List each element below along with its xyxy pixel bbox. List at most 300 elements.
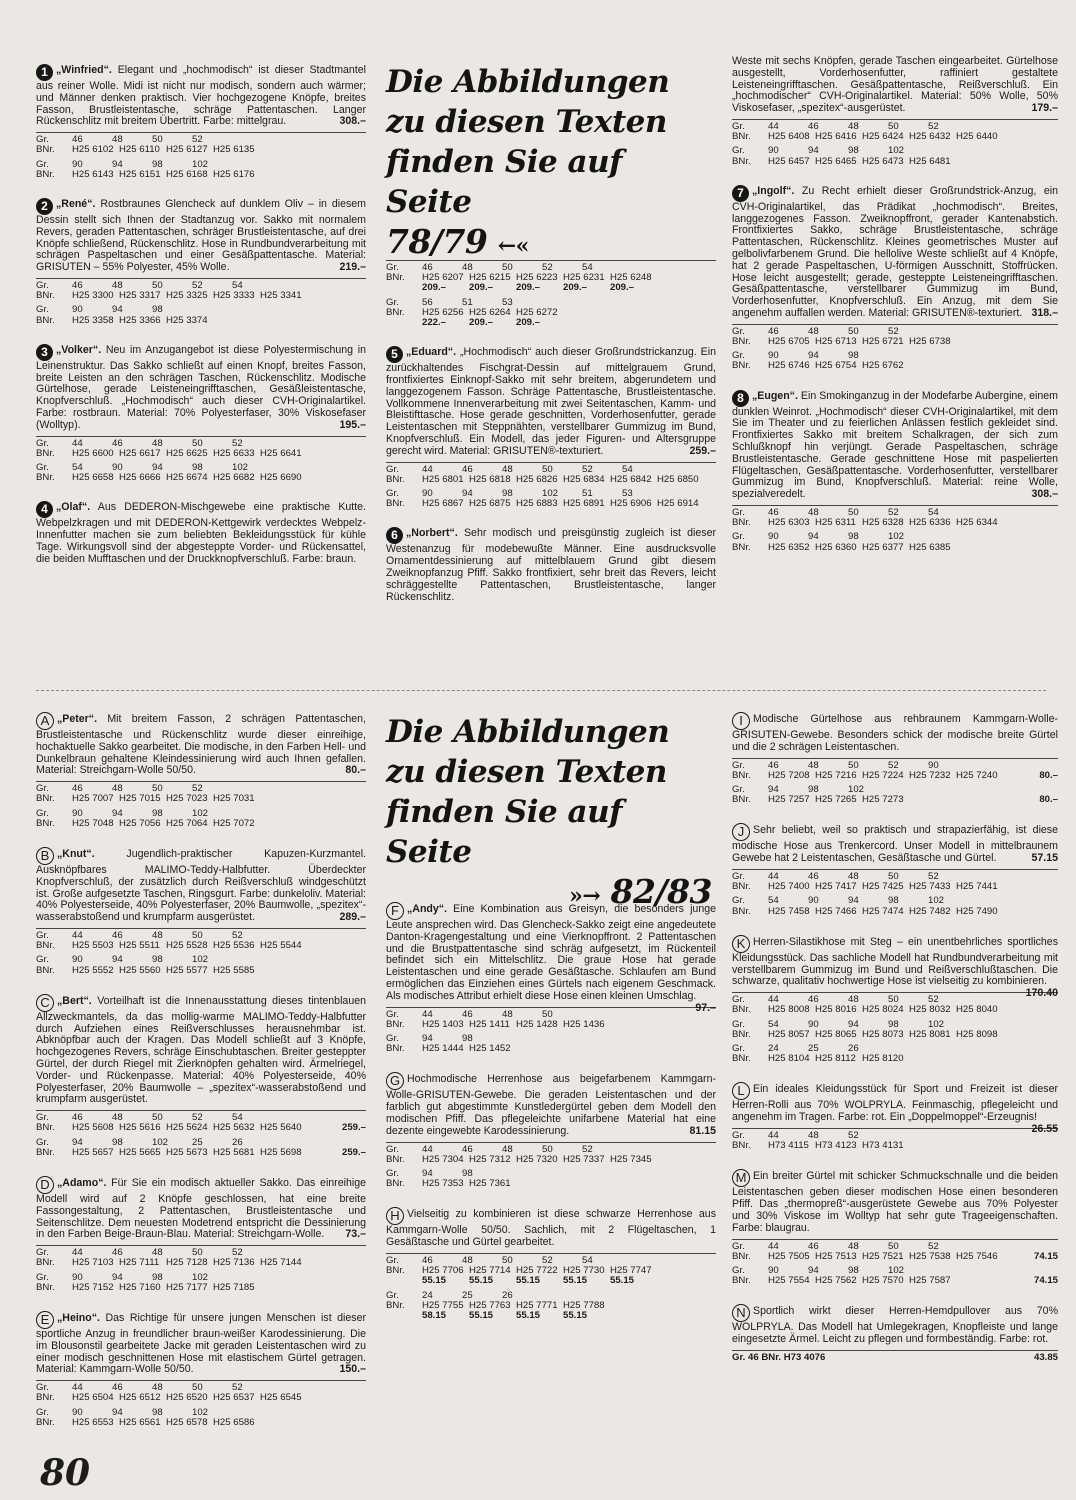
order-label: BNr. [732, 517, 751, 529]
size-row [36, 931, 366, 951]
item-price: 259.– [689, 444, 716, 457]
size-value: 52 [232, 1247, 243, 1259]
order-label: BNr. [36, 472, 55, 484]
order-label: BNr. [732, 335, 751, 347]
size-value: 44 [768, 871, 779, 882]
size-label: Gr. [36, 279, 49, 291]
order-line [732, 543, 1058, 553]
item-price: 179.– [1031, 102, 1058, 115]
size-value: 98 [152, 1271, 163, 1283]
spacer [36, 1297, 366, 1311]
item-price: 289.– [339, 911, 366, 924]
row-price: 55.15 [469, 1310, 494, 1321]
size-value: 94 [422, 1167, 433, 1179]
order-number: H25 5673 [166, 1146, 208, 1158]
size-value: 52 [888, 759, 899, 771]
order-number: H25 6352 [768, 541, 810, 553]
order-line [386, 499, 716, 509]
order-number: H25 6600 [72, 447, 114, 459]
size-value: 94 [112, 807, 123, 819]
item-text: Jugendlich-praktischer Kapuzen-Kurzmantel. Ausknöpfbares MALIMO-Teddy-Halbfutter. Überdeckter Knopfverschluß, der zusätzlich durch Reißverschluß windgeschützt ist. Große aufgesetzte Taschen, Ringsgurt. Farbe: dunkeloliv. Material: 40% Polyesterseide, 40% Polyesterfaser, 20% Baumwolle, „spezitex“-wasserabstoßend und krumpfarm ausgerüstet. [36, 848, 366, 924]
item-badge: E [36, 1311, 54, 1329]
order-number: H25 6578 [166, 1416, 208, 1428]
item-description [732, 712, 1058, 754]
order-number: H25 6801 [422, 473, 464, 485]
size-label: Gr. [36, 1136, 49, 1148]
order-number: H25 7072 [213, 817, 255, 829]
size-value: 48 [502, 1143, 513, 1155]
order-number: H25 6537 [213, 1392, 255, 1404]
item-text: Sportlich wirkt dieser Herren-Hemdpullover aus 70% WOLPRYLA. Das Modell hat Umlegekragen, Knopfleiste und lange eingesetzte Ärmel. Leicht zu pflegen und formbeständig. Farbe: rot. [732, 1305, 1058, 1346]
size-label: Gr. [36, 1271, 49, 1283]
headline-bottom-line2: zu diesen Texten [386, 754, 667, 790]
size-value: 98 [152, 304, 163, 316]
order-number: H25 8040 [956, 1004, 998, 1016]
spacer [386, 513, 716, 527]
item-badge: A [36, 712, 54, 730]
size-value: 46 [768, 759, 779, 771]
order-line [386, 1179, 716, 1189]
size-value: 46 [462, 1008, 473, 1020]
order-label: BNr. [732, 360, 751, 372]
size-value: 102 [232, 461, 249, 473]
size-value: 51 [462, 296, 473, 308]
order-number: H25 6303 [768, 517, 810, 529]
item-badge: K [732, 935, 750, 953]
price-line [386, 1311, 716, 1321]
order-line [36, 291, 366, 301]
size-value: 98 [152, 807, 163, 819]
order-number: H25 1452 [469, 1043, 511, 1055]
item-description [732, 823, 1058, 865]
size-value: 94 [152, 461, 163, 473]
spacer [36, 330, 366, 344]
order-number: H25 8065 [815, 1028, 857, 1040]
order-label: BNr. [732, 881, 751, 893]
size-value: 94 [462, 488, 473, 499]
order-line [36, 473, 366, 483]
headline-top-line2: zu diesen Texten [386, 104, 667, 140]
order-number: H25 7466 [815, 905, 857, 917]
row-price: 55.15 [516, 1310, 541, 1321]
order-number: H25 7136 [213, 1257, 255, 1269]
size-label: Gr. [732, 895, 745, 907]
order-number: H25 7056 [119, 817, 161, 829]
size-value: 90 [72, 807, 83, 819]
order-number: H25 7546 [956, 1250, 998, 1262]
order-number: H25 8032 [909, 1004, 951, 1016]
order-number: H25 8112 [815, 1053, 856, 1065]
size-row [36, 784, 366, 804]
order-number: H25 7007 [72, 793, 114, 805]
order-number: H25 8081 [909, 1028, 951, 1040]
order-line [36, 449, 366, 459]
size-row [386, 1256, 716, 1287]
item-price: 80.– [345, 764, 366, 777]
size-value: 48 [152, 1382, 163, 1394]
list-item [386, 260, 716, 328]
order-line [36, 794, 366, 804]
item-price: 170.40 [1025, 987, 1058, 1000]
order-number: H25 6666 [119, 472, 161, 484]
order-line [36, 145, 366, 155]
size-label: Gr. [732, 1240, 745, 1252]
size-value: 50 [502, 262, 513, 273]
size-value: 52 [928, 120, 939, 132]
size-label: Gr. [36, 807, 49, 819]
size-table [386, 1253, 716, 1321]
size-value: 48 [808, 325, 819, 337]
size-row [732, 327, 1058, 347]
list-item [36, 994, 366, 1158]
size-value: 50 [848, 506, 859, 518]
order-number: H25 6481 [909, 155, 951, 167]
order-label: BNr. [36, 1257, 55, 1269]
size-label: Gr. [36, 134, 49, 146]
item-price: 57.15 [1031, 852, 1058, 865]
order-number: H25 6746 [768, 360, 810, 372]
order-number: H25 6754 [815, 360, 857, 372]
price-label [386, 1311, 422, 1321]
row-price: 209.– [469, 282, 494, 294]
order-number: H25 7570 [862, 1275, 904, 1287]
size-label: Gr. [732, 531, 745, 543]
size-row [732, 351, 1058, 371]
order-number: H25 1436 [563, 1018, 605, 1030]
order-number: H25 5632 [213, 1122, 255, 1134]
list-item [732, 712, 1058, 805]
order-number: H25 7337 [563, 1153, 605, 1165]
size-value: 48 [502, 1008, 513, 1020]
order-label: BNr. [732, 1275, 751, 1287]
size-value: 26 [848, 1043, 859, 1055]
headline-bottom-line1: Die Abbildungen [386, 714, 670, 750]
headline-top-line3: finden Sie auf Seite [386, 144, 623, 220]
row-price: 259.– [341, 1146, 366, 1158]
size-value: 102 [928, 895, 945, 907]
order-line [732, 361, 1058, 371]
order-number: H25 6721 [862, 335, 904, 347]
size-row [732, 1353, 1058, 1363]
size-table [36, 928, 366, 976]
size-value: 46 [72, 134, 83, 146]
size-value: 52 [232, 1382, 243, 1394]
order-number: H25 6545 [260, 1392, 302, 1404]
order-number: H25 7562 [815, 1275, 857, 1287]
size-row [36, 1113, 366, 1133]
size-value: 48 [808, 506, 819, 518]
order-number: H25 8073 [862, 1028, 904, 1040]
size-value: 54 [928, 506, 939, 518]
order-number: H25 3317 [119, 290, 161, 302]
item-description [36, 1176, 366, 1241]
order-number: H25 7304 [422, 1153, 464, 1165]
item-name: „Winfried“. [56, 64, 112, 76]
item-text: Elegant und „hochmodisch“ ist dieser Stadtmantel aus reiner Wolle. Midi ist nicht nur modisch, sondern auch wärmer; und Männer denken praktisch. Vier hochgezogene Knöpfe, breites Fasson, Brustleistentasche, schräge Pattentaschen. Langer Rückenschlitz mit breitem Übertritt. Farbe: mittelgrau. [36, 64, 366, 128]
size-value: 24 [768, 1043, 779, 1055]
size-value: 52 [192, 279, 203, 291]
list-item [732, 185, 1058, 372]
size-value: 90 [72, 954, 83, 966]
order-number: H25 7425 [862, 881, 904, 893]
size-label: Gr. [732, 871, 745, 882]
size-value: 54 [582, 262, 593, 273]
size-value: 90 [72, 1406, 83, 1418]
size-row [36, 160, 366, 180]
size-value: 48 [848, 1240, 859, 1252]
order-number: H25 6914 [657, 498, 699, 510]
order-number: H25 7064 [166, 817, 208, 829]
size-row [386, 298, 716, 329]
item-name: „Olaf“. [56, 501, 91, 514]
order-number: H25 7361 [469, 1178, 511, 1190]
item-badge: D [36, 1176, 54, 1194]
order-number: H25 6424 [862, 131, 904, 143]
order-number: H25 7185 [213, 1281, 255, 1293]
item-badge: B [36, 847, 54, 865]
item-text: Mit breitem Fasson, 2 schrägen Pattentaschen, Brustleistentasche und Rückenschlitz wurde dieser einreihige, hochaktuelle Sakko gearbeitet. Die modische, in den Farben Hell- und Dunkelbraun gehaltene Kleindessinierung wird auch Ihnen gefallen. Material: Streichgarn-Wolle 50/50. [36, 713, 366, 777]
order-number: H25 7152 [72, 1281, 114, 1293]
order-line [732, 907, 1058, 917]
size-row [36, 1248, 366, 1268]
size-table [386, 1007, 716, 1055]
order-label: BNr. [36, 168, 55, 180]
item-name: „Heino“. [57, 1311, 100, 1324]
size-value: 50 [192, 1382, 203, 1394]
size-value: 46 [112, 929, 123, 941]
order-number: H25 6875 [469, 498, 511, 510]
order-number: H25 6223 [516, 272, 558, 284]
order-number: H25 6682 [213, 472, 255, 484]
size-value: 48 [152, 1247, 163, 1259]
size-value: 48 [848, 120, 859, 132]
headline-top-pages: 78/79 [386, 222, 488, 261]
headline-bottom [386, 712, 716, 916]
order-number: H25 7144 [260, 1257, 302, 1269]
item-text: Neu im Anzugangebot ist diese Polyestermischung in Leinenstruktur. Das Sakko schließt auf einen Knopf, breites Fasson, breite Leisten an den schrägen Taschen, Rückenschlitz. Modische Gürtelhose, gerade Leisteneingrifftaschen, Gesäßleistentasche, Knopfverschluß. „Hochmodisch“ auch dieser CVH-Originalartikel. Farbe: rostbraun. Material: 70% Polyesterfaser, 30% Viskosefaser (Wolltyp). [36, 343, 366, 431]
order-number: H25 6135 [213, 144, 255, 156]
size-value: 98 [502, 488, 513, 499]
size-table [732, 758, 1058, 806]
order-number: H25 6215 [469, 272, 511, 284]
size-value: 50 [888, 120, 899, 132]
size-value: 90 [768, 1265, 779, 1277]
size-value: 48 [112, 1112, 123, 1124]
size-value: 44 [768, 120, 779, 132]
list-item [36, 712, 366, 829]
item-price: 318.– [1031, 306, 1058, 319]
list-item [386, 1207, 716, 1321]
size-row [36, 1138, 366, 1158]
size-label: Gr. [36, 158, 49, 170]
size-value: 98 [462, 1167, 473, 1179]
size-label: Gr. [386, 1254, 399, 1266]
item-price: 81.15 [689, 1124, 716, 1137]
order-number: H25 1428 [516, 1018, 558, 1030]
size-label: Gr. [732, 506, 745, 518]
order-number: H25 7216 [815, 769, 857, 781]
list-item [732, 1082, 1058, 1151]
order-number: H25 6248 [610, 272, 652, 284]
size-value: 51 [582, 488, 593, 499]
order-number: H25 7763 [469, 1299, 511, 1311]
item-description [36, 501, 366, 565]
item-description [36, 1311, 366, 1376]
headline-top-line1: Die Abbildungen [386, 64, 670, 100]
size-row [732, 1266, 1058, 1286]
size-value: 52 [192, 134, 203, 146]
item-text: Sehr beliebt, weil so praktisch und strapazierfähig, ist diese modische Hose aus Trenkercord. Unser Modell in mittelbraunem Gewebe hat 2 Leistentaschen, Gesäßtasche und Gürtel. [732, 824, 1058, 865]
size-value: 102 [928, 1018, 945, 1030]
size-value: 52 [888, 506, 899, 518]
size-value: 52 [192, 1112, 203, 1124]
order-number: H25 6311 [815, 517, 856, 529]
size-value: 52 [848, 1130, 859, 1142]
row-price: 209.– [610, 282, 635, 294]
order-number: H25 6842 [610, 473, 652, 485]
top-column-3 [732, 56, 1058, 557]
order-number: H25 6883 [516, 498, 558, 510]
size-value: 102 [192, 954, 209, 966]
order-number: H25 6586 [213, 1416, 255, 1428]
order-line [36, 1283, 366, 1293]
size-value: 50 [542, 1008, 553, 1020]
order-number: H25 7111 [119, 1257, 160, 1269]
row-price: 222.– [422, 317, 447, 329]
size-label: Gr. [732, 759, 745, 771]
order-number: H25 6360 [815, 541, 857, 553]
size-value: 94 [112, 1406, 123, 1418]
bottom-column-1 [36, 712, 366, 1432]
order-label: BNr. [36, 964, 55, 976]
order-number: H25 5528 [166, 940, 208, 952]
size-value: 54 [622, 463, 633, 475]
size-value: 90 [808, 1018, 819, 1030]
order-label: BNr. [732, 769, 751, 781]
size-value: 94 [768, 784, 779, 795]
size-value: 46 [768, 506, 779, 518]
list-item [732, 1169, 1058, 1286]
size-label: Gr. [386, 1032, 399, 1044]
size-value: 98 [152, 1406, 163, 1418]
size-row [36, 439, 366, 459]
size-value: 46 [422, 1254, 433, 1266]
size-value: 48 [462, 1254, 473, 1266]
size-label: Gr. [386, 1008, 399, 1020]
size-value: 50 [152, 783, 163, 795]
row-price: 74.15 [1033, 1275, 1058, 1287]
order-number: H25 7353 [422, 1178, 464, 1190]
size-value: 90 [768, 350, 779, 362]
size-value: 48 [112, 783, 123, 795]
size-label: Gr. [732, 1130, 745, 1142]
size-value: 48 [808, 1130, 819, 1142]
item-badge: J [732, 823, 750, 841]
size-value: 94 [808, 350, 819, 362]
list-item [36, 344, 366, 484]
size-value: 50 [542, 1143, 553, 1155]
row-price: 209.– [516, 282, 541, 294]
order-number: H25 7706 [422, 1265, 464, 1277]
order-label: BNr. [36, 314, 55, 326]
size-value: 98 [848, 350, 859, 362]
order-label: BNr. [36, 1146, 55, 1158]
spacer [36, 487, 366, 501]
size-value: 52 [582, 463, 593, 475]
order-label: BNr. [386, 473, 405, 485]
size-label: Gr. [386, 1167, 399, 1179]
order-number: H25 7177 [166, 1281, 208, 1293]
order-label: BNr. [732, 905, 751, 917]
order-number: H25 7771 [516, 1299, 558, 1311]
list-item [36, 501, 366, 565]
size-value: 56 [422, 296, 433, 308]
order-number: H25 6465 [815, 155, 857, 167]
size-table [732, 992, 1058, 1064]
item-text: Sehr modisch und preisgünstig zugleich ist dieser Westenanzug für modebewußte Männer. Eine ausdrucksvolle Ornamentdessinierung auf mittelblauem Grund gibt diesem Zweiknopfanzug Pfiff. Sakko frontfixiert, sehr breit das Revers, leicht schräggestellte Pattentaschen, Brustleistentasche, langer Rückenschlitz. [386, 527, 716, 603]
size-label: Gr. [36, 1112, 49, 1124]
item-badge: M [732, 1169, 750, 1187]
size-value: 52 [192, 783, 203, 795]
order-number: H25 6336 [909, 517, 951, 529]
order-number: H25 1444 [422, 1043, 464, 1055]
order-number: H25 6176 [213, 168, 255, 180]
list-item [36, 847, 366, 976]
order-line [36, 1258, 366, 1268]
order-number: H25 7031 [213, 793, 255, 805]
item-text: Vorteilhaft ist die Innenausstattung dieses tintenblauen Allzweckmantels, da das mollig-warme MALIMO-Teddy-Halbfutter durch Aufziehen eines Reißverschlusses herausnehmbar ist. Abknöpfbar auch der Kragen. Das Modell schließt auf 3 Knöpfe, hochgezogenes Revers, schräge Einschubtaschen. Breiter gesteppter Gürtel, der durch Riegel mit Zierknöpfen gehalten wird. Ärmelriegel, Vorder- und Rückenpasse. Material: 40% Polyesterseide, 40% Polyesterfaser, 20% Baumwolle – „spezitex“-wasserabstoßend und krumpfarm ausgerüstet. [36, 994, 366, 1106]
size-value: 48 [848, 994, 859, 1006]
item-badge: 6 [386, 527, 403, 544]
order-label: BNr. [386, 1043, 405, 1055]
size-row [36, 955, 366, 975]
order-line [36, 1123, 366, 1133]
order-line [36, 1148, 366, 1158]
order-number: H25 5511 [119, 940, 160, 952]
size-value: 26 [232, 1136, 243, 1148]
size-value: 50 [848, 759, 859, 771]
size-value: 102 [542, 488, 559, 499]
size-value: 26 [502, 1289, 513, 1301]
spacer [732, 1155, 1058, 1169]
order-line [386, 1155, 716, 1165]
order-line [36, 316, 366, 326]
top-column-2 [386, 256, 716, 603]
size-row [36, 305, 366, 325]
item-badge: 1 [36, 64, 53, 81]
order-number: H25 5536 [213, 940, 255, 952]
order-number: H25 6891 [563, 498, 605, 510]
order-number: H25 7257 [768, 794, 810, 806]
size-value: 90 [72, 1271, 83, 1283]
size-value: 52 [542, 1254, 553, 1266]
size-label: Gr. [386, 488, 399, 499]
spacer [36, 184, 366, 198]
order-number: H25 6906 [610, 498, 652, 510]
size-value: 102 [192, 158, 209, 170]
price-label [386, 318, 422, 328]
size-label: Gr. [36, 461, 49, 473]
size-row [36, 1383, 366, 1403]
size-value: 46 [808, 994, 819, 1006]
size-row [732, 1242, 1058, 1262]
price-line [386, 1276, 716, 1286]
headline-bottom-pages: 82/83 [610, 872, 712, 911]
size-value: 90 [72, 158, 83, 170]
size-value: 94 [848, 895, 859, 907]
size-row [386, 263, 716, 294]
order-number: H25 1403 [422, 1018, 464, 1030]
